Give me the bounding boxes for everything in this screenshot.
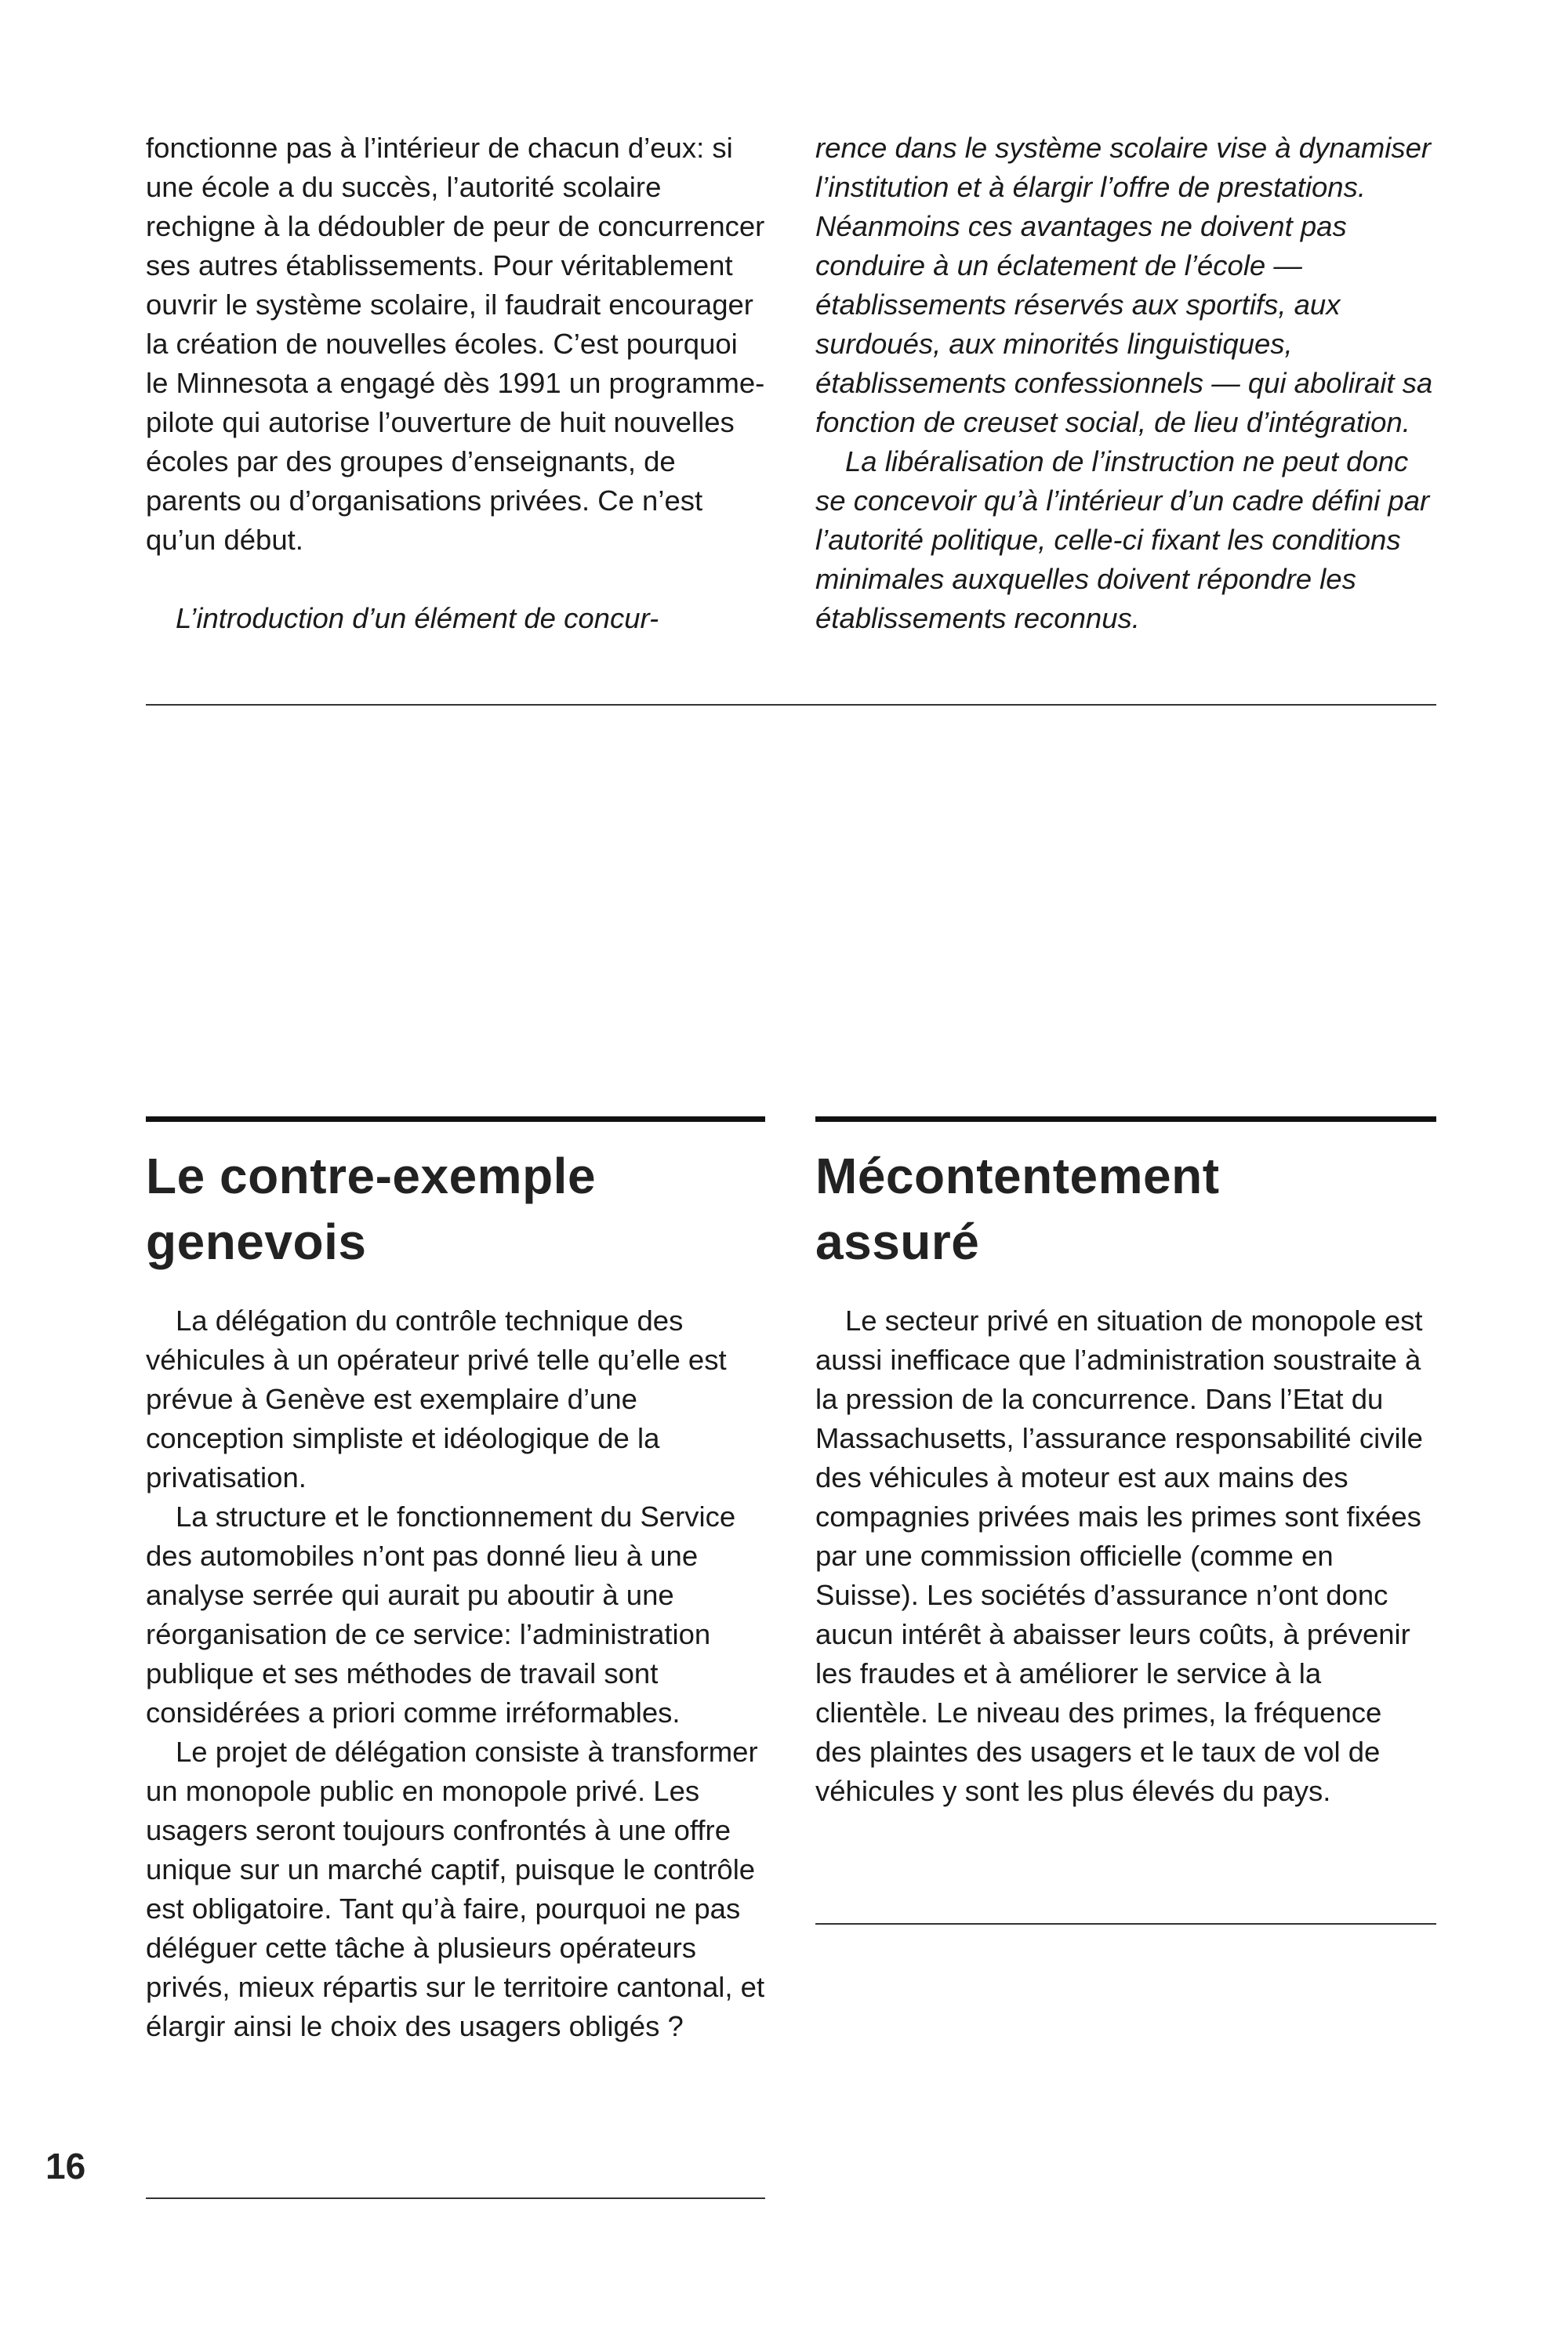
paragraph: La structure et le fonctionnement du Service des automobiles n’ont pas donné lieu à une analyse serrée qui aurait pu aboutir à une réorganisation de ce service: l’administration publique et ses méthodes de travail sont considérées a priori comme irréformables. xyxy=(146,1501,736,1729)
top-section-rule xyxy=(146,704,1436,706)
title-line: genevois xyxy=(146,1214,367,1270)
title-line: Mécontentement xyxy=(815,1148,1220,1204)
left-article-title xyxy=(146,1143,596,1275)
left-article-end-rule xyxy=(146,2197,765,2199)
paragraph: La délégation du contrôle technique des véhicules à un opérateur privé telle qu’elle est prévue à Genève est exemplaire d’une conception simpliste et idéologique de la privatisation. xyxy=(146,1305,727,1493)
right-article-title xyxy=(815,1143,1220,1275)
right-heading-rule xyxy=(815,1116,1436,1122)
paragraph: Le projet de délégation consiste à transformer un monopole public en monopole privé. Les usagers seront toujours confrontés à une offre unique sur un marché captif, puisque le contrôle est obligatoire. Tant qu’à faire, pourquoi ne pas déléguer cette tâche à plusieurs opérateurs privés, mieux répartis sur le territoire cantonal, et élargir ainsi le choix des usagers obligés ? xyxy=(146,1736,765,2042)
title-line: assuré xyxy=(815,1214,980,1270)
right-article-body xyxy=(815,1301,1435,1811)
top-left-column xyxy=(146,129,765,638)
paragraph: rence dans le système scolaire vise à dynamiser l’institution et à élargir l’offre de prestations. Néanmoins ces avantages ne doivent pas conduire à un éclatement de l’école — établissements réservés aux sportifs, aux surdoués, aux minorités linguistiques, établissements confessionnels — qui abolirait sa fonction de creuset social, de lieu d’intégration. xyxy=(815,132,1433,438)
left-article-body xyxy=(146,1301,765,2046)
title-line: Le contre-exemple xyxy=(146,1148,597,1204)
page-number: 16 xyxy=(45,2146,86,2187)
paragraph: Le secteur privé en situation de monopole est aussi inefficace que l’administration soustraite à la pression de la concurrence. Dans l’Etat du Massachusetts, l’assurance responsabilité civile des véhicules à moteur est aux mains des compagnies privées mais les primes sont fixées par une commission officielle (comme en Suisse). Les sociétés d’assurance n’ont donc aucun intérêt à abaisser leurs coûts, à prévenir les fraudes et à améliorer le service à la clientèle. Le niveau des primes, la fréquence des plaintes des usagers et le taux de vol de véhicules y sont les plus élevés du pays. xyxy=(815,1305,1423,1807)
paragraph: La libéralisation de l’instruction ne peut donc se concevoir qu’à l’intérieur d’un cadre défini par l’autorité politique, celle-ci fixant les conditions minimales auxquelles doivent répondre les établissements reconnus. xyxy=(815,445,1430,634)
top-right-column xyxy=(815,129,1435,638)
paragraph: L’introduction d’un élément de concur- xyxy=(176,602,659,634)
right-article-end-rule xyxy=(815,1923,1436,1925)
paragraph: fonctionne pas à l’intérieur de chacun d’eux: si une école a du succès, l’autorité scolaire rechigne à la dédoubler de peur de concurrencer ses autres établissements. Pour véritablement ouvrir le système scolaire, il faudrait encourager la création de nouvelles écoles. C’est pourquoi le Minnesota a engagé dès 1991 un programme-pilote qui autorise l’ouverture de huit nouvelles écoles par des groupes d’enseignants, de parents ou d’organisations privées. Ce n’est qu’un début. xyxy=(146,132,765,556)
left-heading-rule xyxy=(146,1116,765,1122)
